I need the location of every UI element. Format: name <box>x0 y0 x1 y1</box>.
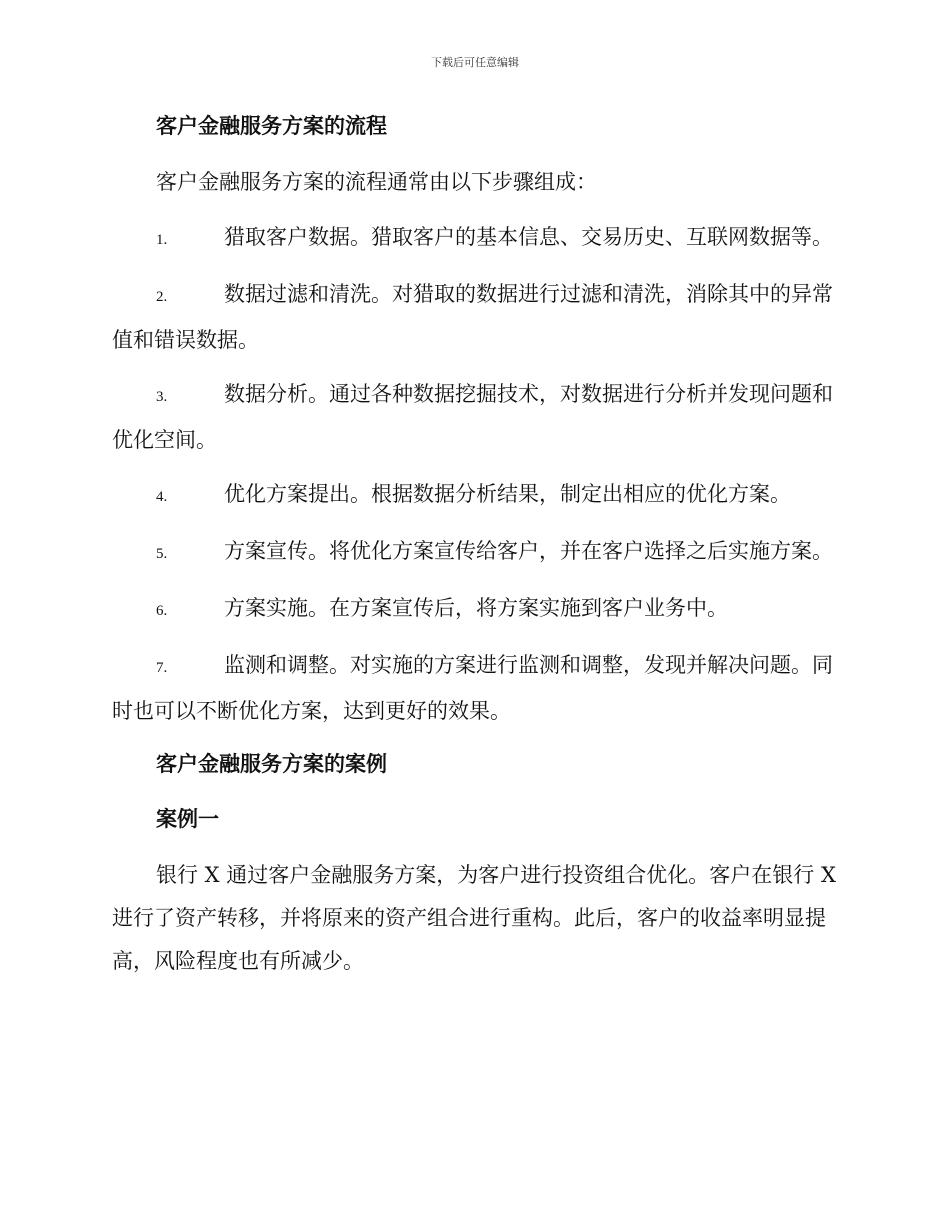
step-text: 监测和调整。对实施的方案进行监测和调整，发现并解决问题。同时也可以不断优化方案，达到更好的效果。 <box>112 653 833 723</box>
step-text: 数据分析。通过各种数据挖掘技术，对数据进行分析并发现问题和优化空间。 <box>112 382 833 452</box>
step-item <box>112 373 836 462</box>
document-body <box>112 106 836 994</box>
step-text: 优化方案提出。根据数据分析结果，制定出相应的优化方案。 <box>224 482 791 506</box>
page-header: 下载后可任意编辑 <box>431 56 519 69</box>
step-item <box>112 587 836 633</box>
step-text: 方案宣传。将优化方案宣传给客户，并在客户选择之后实施方案。 <box>224 539 833 563</box>
step-item <box>112 644 836 733</box>
step-text: 数据过滤和清洗。对猎取的数据进行过滤和清洗，消除其中的异常值和错误数据。 <box>112 282 833 352</box>
section-heading-cases: 客户金融服务方案的案例 <box>156 751 387 776</box>
section-heading-process: 客户金融服务方案的流程 <box>156 113 387 138</box>
step-item <box>112 473 836 519</box>
case-subheading: 案例一 <box>156 806 219 831</box>
step-number: 4. <box>156 489 168 505</box>
step-number: 2. <box>156 289 168 305</box>
step-text: 方案实施。在方案宣传后，将方案实施到客户业务中。 <box>224 596 728 620</box>
step-number: 3. <box>156 389 168 405</box>
step-number: 5. <box>156 546 168 562</box>
step-number: 1. <box>156 232 168 248</box>
step-item <box>112 216 836 262</box>
process-intro: 客户金融服务方案的流程通常由以下步骤组成： <box>156 170 597 194</box>
step-number: 7. <box>156 660 168 676</box>
step-number: 6. <box>156 603 168 619</box>
step-item <box>112 530 836 576</box>
case-paragraph: 银行 X 通过客户金融服务方案，为客户进行投资组合优化。客户在银行 X 进行了资产转移，并将原来的资产组合进行重构。此后，客户的收益率明显提高，风险程度也有所减少。 <box>112 863 836 973</box>
step-text: 猎取客户数据。猎取客户的基本信息、交易历史、互联网数据等。 <box>224 225 833 249</box>
step-item <box>112 273 836 362</box>
